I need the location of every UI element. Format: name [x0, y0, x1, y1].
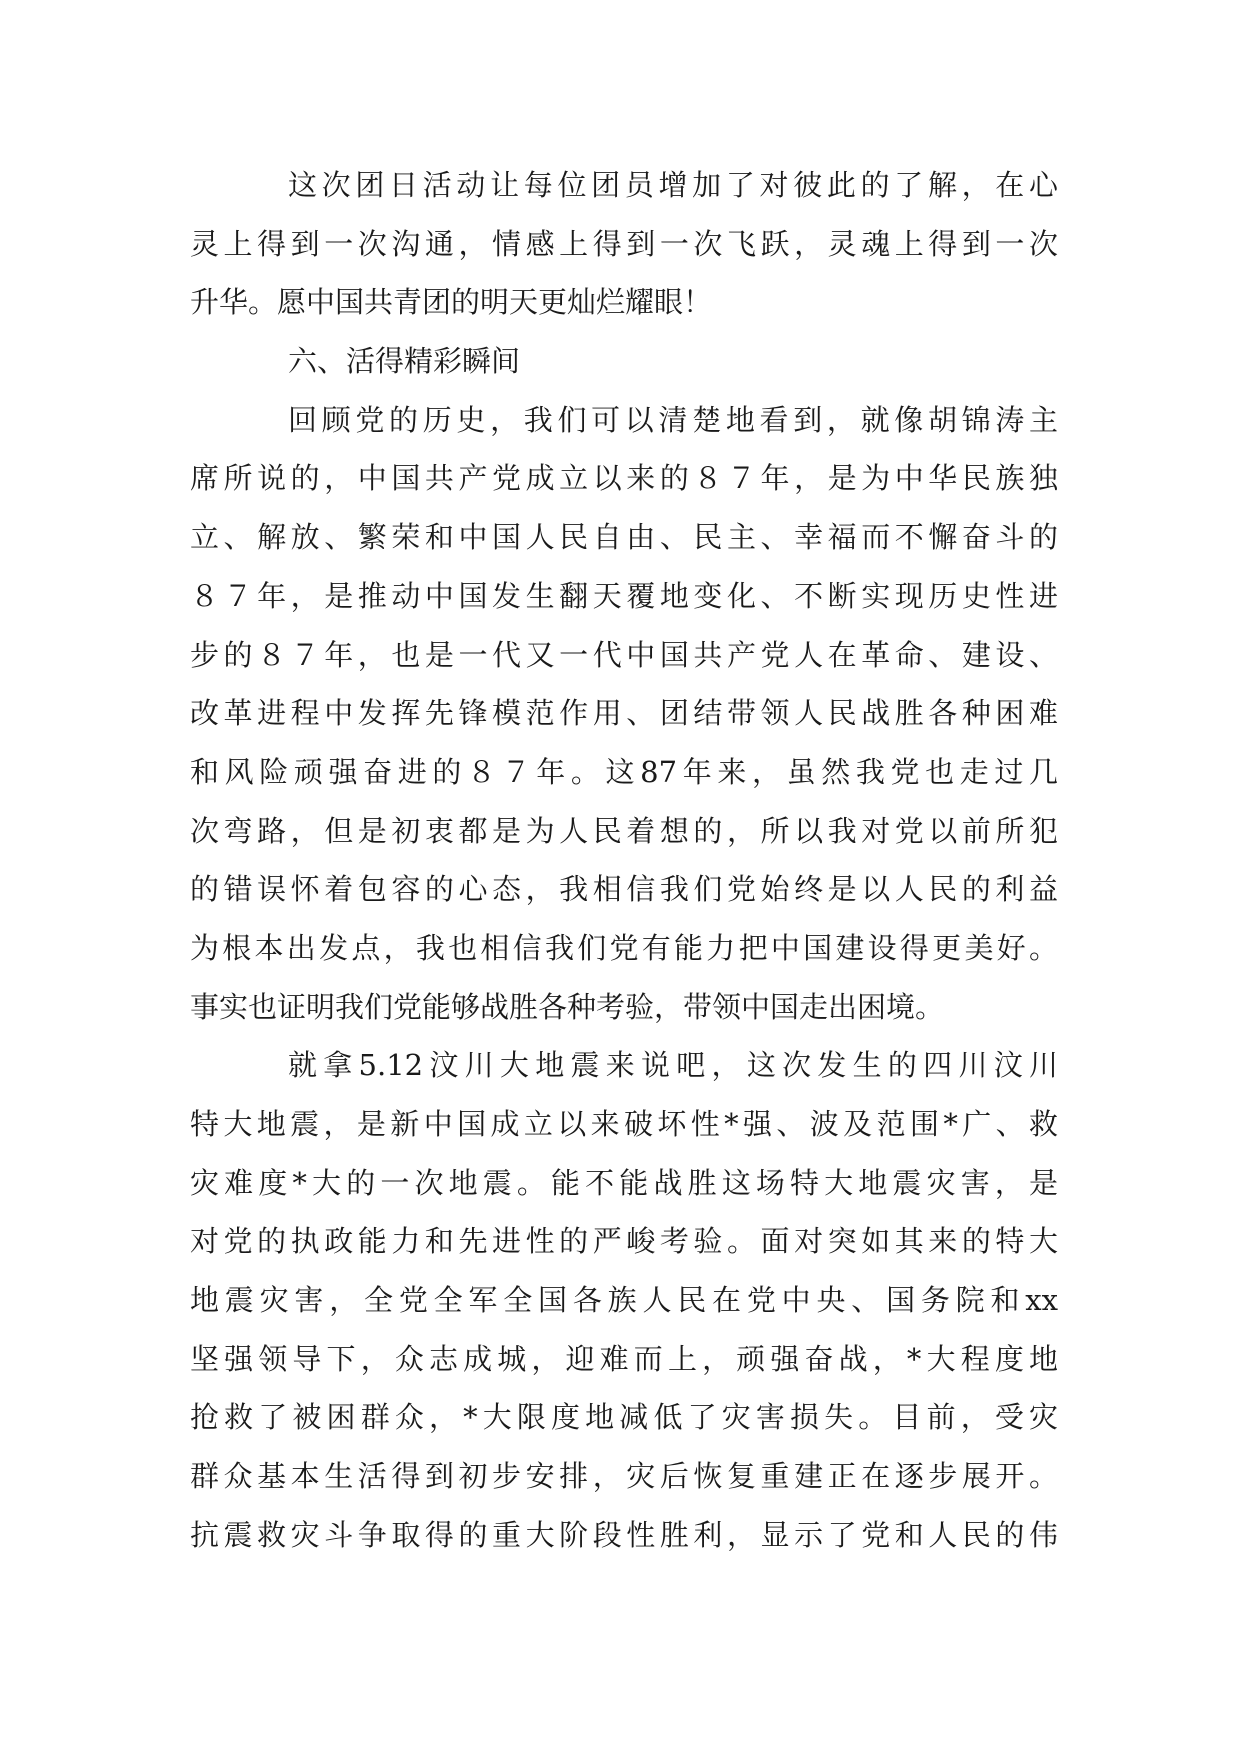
text-line: 的错误怀着包容的心态，我相信我们党始终是以人民的利益: [190, 872, 1058, 907]
text-line: 这次团日活动让每位团员增加了对彼此的了解，在心: [288, 168, 1058, 202]
text-line: 地震灾害，全党全军全国各族人民在党中央、国务院和xx: [190, 1283, 1058, 1318]
text-line: 步的８７年，也是一代又一代中国共产党人在革命、建设、: [190, 637, 1058, 672]
text-line: 升华。愿中国共青团的明天更灿烂耀眼！: [190, 285, 713, 320]
text-line: 群众基本生活得到初步安排，灾后恢复重建正在逐步展开。: [190, 1459, 1058, 1494]
text-line: 特大地震，是新中国成立以来破坏性*强、波及范围*广、救: [190, 1107, 1058, 1141]
text-line: 回顾党的历史，我们可以清楚地看到，就像胡锦涛主: [288, 402, 1058, 437]
text-line: 对党的执政能力和先进性的严峻考验。面对突如其来的特大: [190, 1224, 1058, 1259]
document-body: [190, 156, 1058, 1565]
text-line: ８７年，是推动中国发生翻天覆地变化、不断实现历史性进: [190, 578, 1058, 613]
text-line: 改革进程中发挥先锋模范作用、团结带领人民战胜各种困难: [190, 696, 1058, 731]
text-line: 立、解放、繁荣和中国人民自由、民主、幸福而不懈奋斗的: [190, 520, 1058, 555]
text-line: 抢救了被困群众，*大限度地减低了灾害损失。目前，受灾: [190, 1400, 1058, 1435]
text-line: 抗震救灾斗争取得的重大阶段性胜利，显示了党和人民的伟: [190, 1517, 1058, 1552]
text-line: 和风险顽强奋进的８７年。这87年来，虽然我党也走过几: [190, 754, 1058, 789]
text-line: 六、活得精彩瞬间: [288, 344, 521, 379]
text-line: 次弯路，但是初衷都是为人民着想的，所以我对党以前所犯: [190, 813, 1058, 848]
text-line: 坚强领导下，众志成城，迎难而上，顽强奋战，*大程度地: [190, 1341, 1058, 1376]
text-line: 就拿5.12汶川大地震来说吧，这次发生的四川汶川: [288, 1048, 1058, 1083]
text-line: 事实也证明我们党能够战胜各种考验，带领中国走出困境。: [190, 989, 945, 1024]
text-line: 灾难度*大的一次地震。能不能战胜这场特大地震灾害，是: [190, 1165, 1058, 1200]
text-line: 为根本出发点，我也相信我们党有能力把中国建设得更美好。: [190, 930, 1058, 965]
text-line: 席所说的，中国共产党成立以来的８７年，是为中华民族独: [190, 461, 1058, 496]
text-line: 灵上得到一次沟通，情感上得到一次飞跃，灵魂上得到一次: [190, 226, 1058, 261]
